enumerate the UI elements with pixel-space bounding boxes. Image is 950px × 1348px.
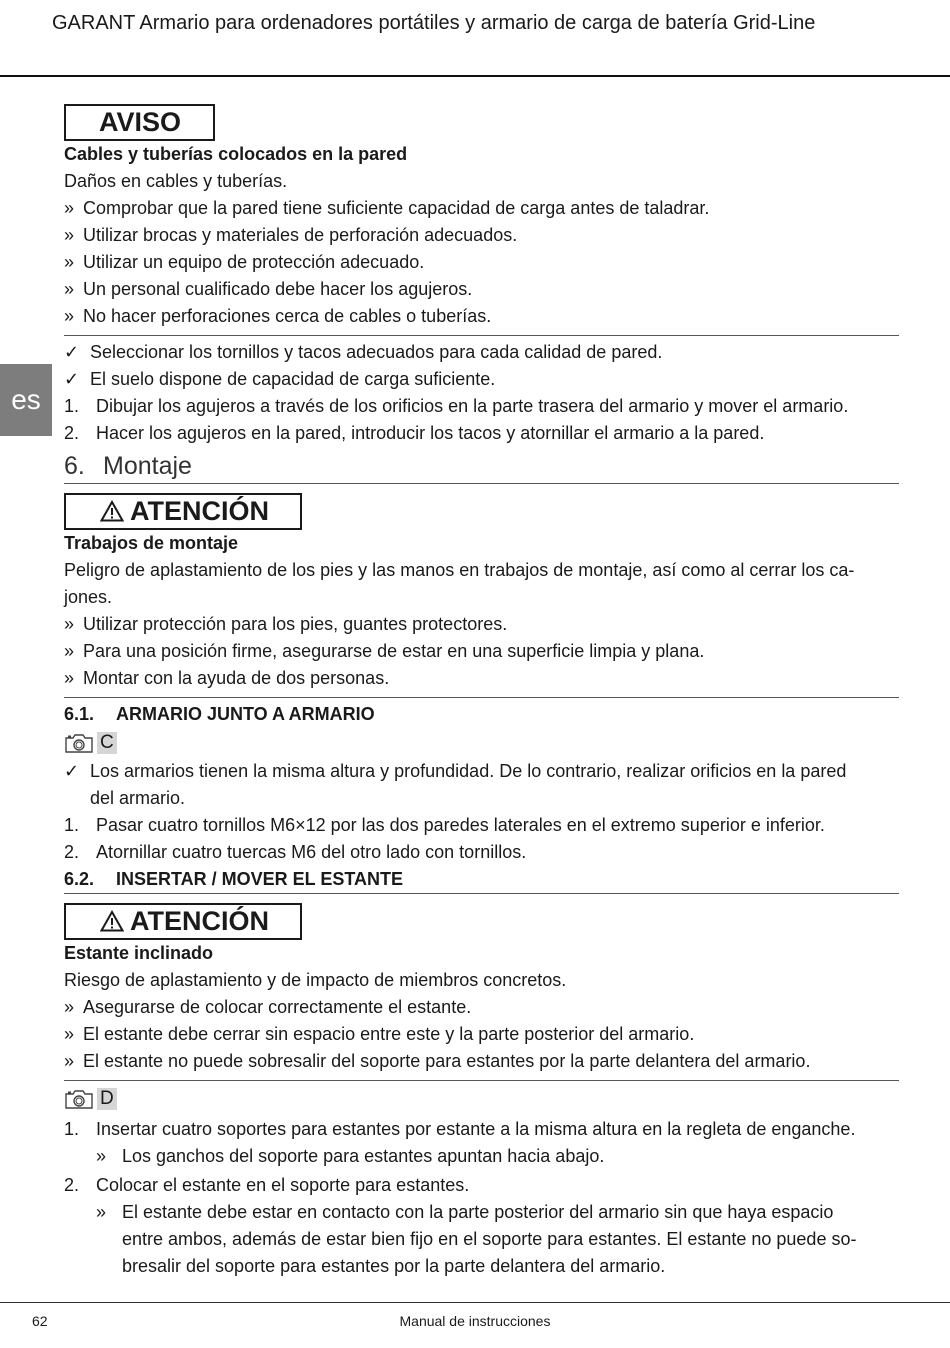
bullet-marker: » <box>64 225 75 245</box>
warning-icon <box>100 500 124 522</box>
notice-item: » Utilizar brocas y materiales de perforación adecuados. <box>64 222 899 249</box>
notice-box: AVISO <box>64 104 215 141</box>
notice-title: Cables y tuberías colocados en la pared <box>64 144 408 164</box>
header-divider <box>0 75 950 77</box>
check-icon: ✓ <box>64 342 80 362</box>
check-icon: ✓ <box>64 761 80 781</box>
divider <box>64 697 899 698</box>
caution-item: » Para una posición firme, asegurarse de estar en una superficie limpia y plana. <box>64 641 705 661</box>
caution-description: Riesgo de aplastamiento y de impacto de miembros concretos. <box>64 970 567 990</box>
check-icon: ✓ <box>64 369 80 389</box>
prerequisite-cont: del armario. <box>90 788 186 808</box>
bullet-marker: » <box>64 198 75 218</box>
caution-title: Trabajos de montaje <box>64 533 239 553</box>
caution-item: » Montar con la ayuda de dos personas. <box>64 668 390 688</box>
step: 1. Insertar cuatro soportes para estantes por estante a la misma altura en la regleta de enganche. <box>64 1119 856 1139</box>
caution-description: Peligro de aplastamiento de los pies y las manos en trabajos de montaje, así como al cerrar los ca- <box>64 560 855 580</box>
step: 1. Pasar cuatro tornillos M6×12 por las dos paredes laterales en el extremo superior e inferior. <box>64 815 825 835</box>
figure-reference <box>64 1084 899 1114</box>
camera-icon <box>64 1088 94 1110</box>
prerequisite: ✓ Seleccionar los tornillos y tacos adecuados para cada calidad de pared. <box>64 339 899 366</box>
caution-box: ATENCIÓN <box>64 903 302 940</box>
caution-item: » Utilizar protección para los pies, guantes protectores. <box>64 614 508 634</box>
prerequisite: ✓ Los armarios tienen la misma altura y profundidad. De lo contrario, realizar orificios en la pared <box>64 758 899 785</box>
divider <box>64 893 899 894</box>
caution-title: Estante inclinado <box>64 943 214 963</box>
notice-description: Daños en cables y tuberías. <box>64 171 288 191</box>
main-content <box>64 104 899 1280</box>
step: 2. Hacer los agujeros en la pared, introducir los tacos y atornillar el armario a la pared. <box>64 423 765 443</box>
camera-icon <box>64 732 94 754</box>
step: 2. Atornillar cuatro tuercas M6 del otro lado con tornillos. <box>64 842 527 862</box>
subsection-heading: 6.1. ARMARIO JUNTO A ARMARIO <box>64 704 375 724</box>
notice-item: » Comprobar que la pared tiene suficiente capacidad de carga antes de taladrar. <box>64 195 899 222</box>
language-tab: es <box>0 364 52 436</box>
step-result-cont: bresalir del soporte para estantes por la parte delantera del armario. <box>122 1256 666 1276</box>
divider <box>64 483 899 484</box>
caution-item: » Asegurarse de colocar correctamente el estante. <box>64 997 472 1017</box>
caution-item: » El estante no puede sobresalir del soporte para estantes por la parte delantera del armario. <box>64 1051 811 1071</box>
caution-item: » El estante debe cerrar sin espacio entre este y la parte posterior del armario. <box>64 1024 695 1044</box>
section-heading: 6. Montaje <box>64 452 192 480</box>
figure-reference <box>64 728 899 758</box>
step-result-cont: entre ambos, además de estar bien fijo en el soporte para estantes. El estante no puede so- <box>122 1229 857 1249</box>
bullet-marker: » <box>64 279 75 299</box>
caution-description: jones. <box>64 587 113 607</box>
step-result: » Los ganchos del soporte para estantes apuntan hacia abajo. <box>96 1146 605 1166</box>
page-number: 62 <box>32 1313 48 1329</box>
prerequisite: ✓ El suelo dispone de capacidad de carga suficiente. <box>64 366 899 393</box>
bullet-marker: » <box>64 306 75 326</box>
footer-title: Manual de instrucciones <box>399 1313 551 1329</box>
warning-icon <box>100 910 124 932</box>
notice-item: » No hacer perforaciones cerca de cables o tuberías. <box>64 303 899 330</box>
notice-item: » Un personal cualificado debe hacer los agujeros. <box>64 276 899 303</box>
step-result: » El estante debe estar en contacto con la parte posterior del armario sin que haya espacio <box>96 1202 834 1222</box>
page-header: GARANT Armario para ordenadores portátiles y armario de carga de batería Grid-Line <box>52 12 816 34</box>
divider <box>64 335 899 336</box>
step: 1. Dibujar los agujeros a través de los orificios en la parte trasera del armario y mover el armario. <box>64 396 849 416</box>
notice-item: » Utilizar un equipo de protección adecuado. <box>64 249 899 276</box>
figure-letter: C <box>97 732 117 754</box>
subsection-heading: 6.2. INSERTAR / MOVER EL ESTANTE <box>64 869 404 889</box>
divider <box>64 1080 899 1081</box>
step: 2. Colocar el estante en el soporte para estantes. <box>64 1175 470 1195</box>
figure-letter: D <box>97 1088 117 1110</box>
footer-divider <box>0 1302 950 1303</box>
bullet-marker: » <box>64 252 75 272</box>
caution-box: ATENCIÓN <box>64 493 302 530</box>
